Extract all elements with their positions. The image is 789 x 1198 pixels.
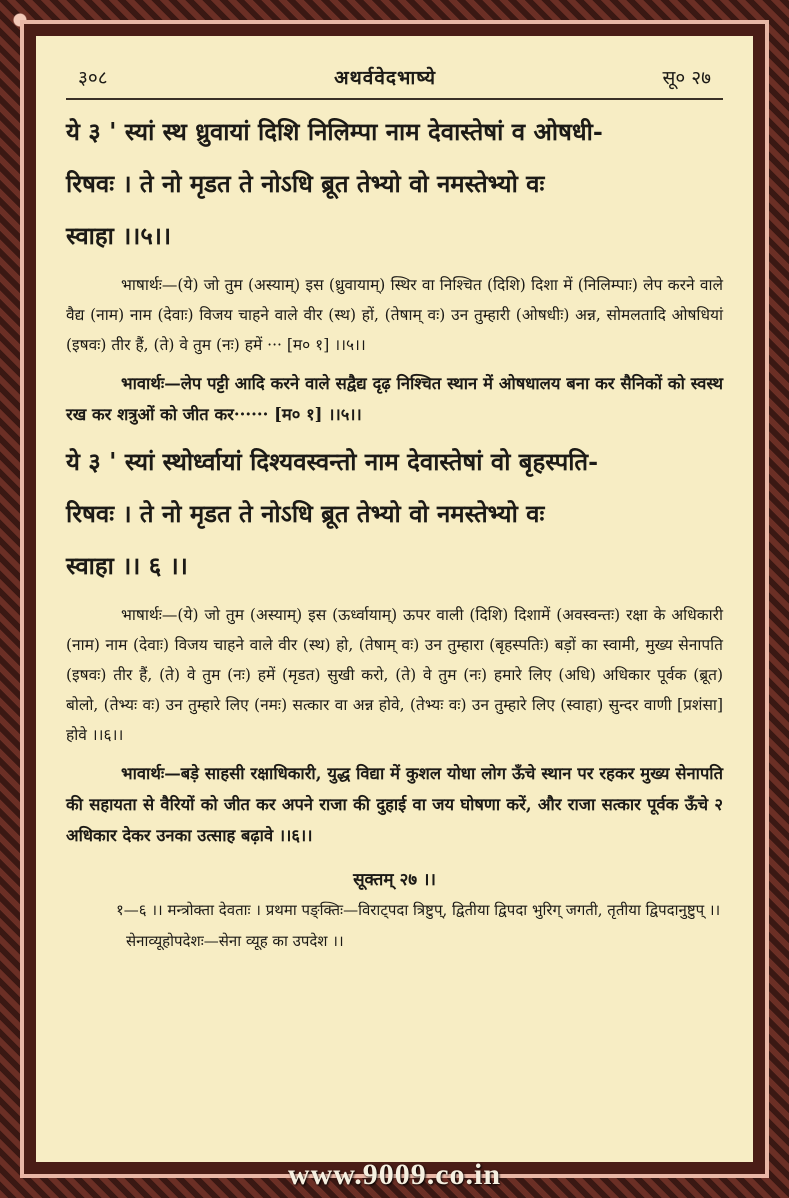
mantra-line: स्वाहा ।। ६ ।। [66,551,188,580]
mantra-line: ये ३ ' स्यां स्थोर्ध्वायां दिश्यवस्वन्तो नाम देवास्तेषां वो बृहस्पति- [66,447,599,476]
verse-5 [66,106,723,430]
bhavartha-paragraph: भावार्थः—बड़े साहसी रक्षाधिकारी, युद्ध विद्या में कुशल योधा लोग ऊँचे स्थान पर रहकर मुख्य सेनापति की सहायता से वैरियों को जीत कर अपने राजा की दुहाई वा जय घोषणा करें, और राजा सत्कार पूर्वक ऊँचे २ अधिकार देकर उनका उत्साह बढ़ावे ।।६।। [66,764,723,845]
mantra-line: स्वाहा ।।५।। [66,221,172,250]
running-header [66,60,723,100]
mantra-text [66,436,723,592]
mantra-line: रिषवः । ते नो मृडत ते नोऽधि ब्रूत तेभ्यो वो नमस्तेभ्यो वः [66,499,545,528]
mantra-text [66,106,723,262]
bhavartha-paragraph: भावार्थः—लेप पट्टी आदि करने वाले सद्वैद्य दृढ़ निश्चित स्थान में ओषधालय बना कर सैनिकों को स्वस्थ रख कर शत्रुओं को जीत कर······ [म० १] ।।५।। [66,374,723,424]
sukta-note: सेनाव्यूहोपदेशः—सेना व्यूह का उपदेश ।। [126,932,344,950]
sukta-heading: सूक्तम् २७ ।। [353,870,436,890]
website-watermark: www.9009.co.in [287,1158,502,1191]
sukta-reference: सू० २७ [662,67,711,89]
page-number: ३०८ [78,67,108,89]
sukta-note: १—६ ।। मन्त्रोक्ता देवताः । प्रथमा पङ्क्तिः—विराट्पदा त्रिष्टुप्, द्वितीया द्विपदा भुरिग् जगती, तृतीया द्विपदानुष्टुप् ।। [116,901,721,919]
bhashya-paragraph: भाषार्थः—(ये) जो तुम (अस्याम्) इस (ध्रुवायाम्) स्थिर वा निश्चित (दिशि) दिशा में (निलिम्पाः) लेप करने वाले वैद्य (नाम) नाम (देवाः) विजय चाहने वाले वीर (स्थ) हों, (तेषाम् वः) उन तुम्हारी (ओषधीः) अन्न, सोमलतादि ओषधियां (इषवः) तीर हैं, (ते) वे तुम (नः) हमें ··· [म० १] ।।५।। [66,276,723,354]
mantra-line: रिषवः । ते नो मृडत ते नोऽधि ब्रूत तेभ्यो वो नमस्तेभ्यो वः [66,169,545,198]
book-page [36,36,753,1162]
mantra-line: ये ३ ' स्यां स्थ ध्रुवायां दिशि निलिम्पा नाम देवास्तेषां व ओषधी- [66,117,603,146]
book-title: अथर्ववेदभाष्ये [334,67,437,89]
verse-6 [66,436,723,851]
bhashya-paragraph: भाषार्थः—(ये) जो तुम (अस्याम्) इस (ऊर्ध्वायाम्) ऊपर वाली (दिशि) दिशामें (अवस्वन्तः) रक्षा के अधिकारी (नाम) नाम (देवाः) विजय चाहने वाले वीर (स्थ) हो, (तेषाम् वः) उन तुम्हारा (बृहस्पतिः) बड़ों का स्वामी, मुख्य सेनापति (इषवः) तीर हैं, (ते) वे तुम (नः) हमें (मृडत) सुखी करो, (ते) वे तुम (नः) हमारे लिए (अधि) अधिकार पूर्वक (ब्रूत) बोलो, (तेभ्यः वः) उन तुम्हारे लिए (नमः) सत्कार वा अन्न होवे, (तेभ्यः वः) उन तुम्हारे लिए (स्वाहा) सुन्दर वाणी [प्रशंसा] होवे ।।६।। [66,606,723,744]
